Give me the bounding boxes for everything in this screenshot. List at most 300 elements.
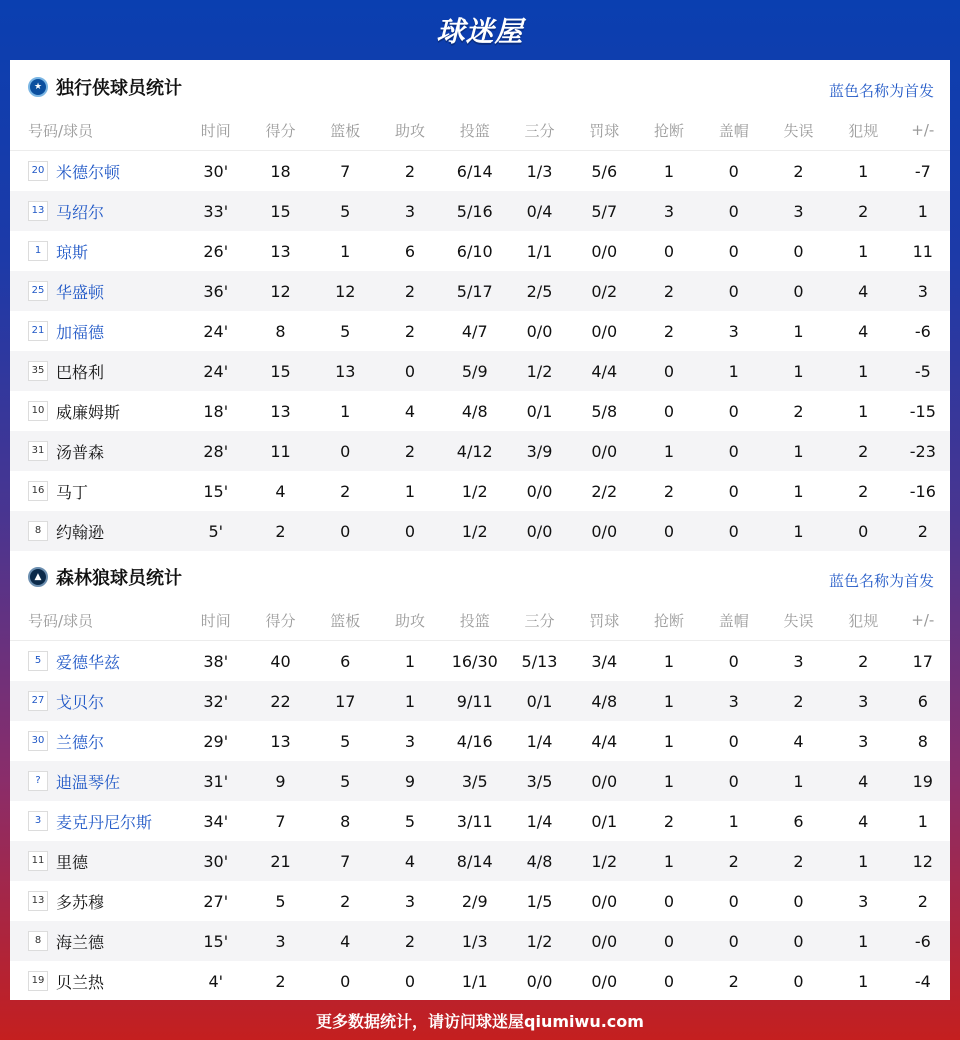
stat-cell: 1/4 <box>526 811 553 831</box>
stat-cell: 0 <box>701 921 766 961</box>
jersey-number-badge: 25 <box>28 281 48 301</box>
stat-cell: 7 <box>313 841 378 881</box>
player-cell[interactable] <box>10 351 183 391</box>
stat-cell: 2 <box>917 891 928 911</box>
stat-cell: 1 <box>637 431 702 471</box>
stat-cell: 0/0 <box>591 321 618 341</box>
stat-cell: 2 <box>378 431 443 471</box>
stat-cell: 2 <box>858 481 869 501</box>
column-header[interactable]: 犯规 <box>831 600 896 641</box>
stat-cell: 1 <box>831 351 896 391</box>
player-cell[interactable] <box>10 761 183 801</box>
table-row[interactable] <box>10 231 950 271</box>
stat-cell: 0/0 <box>526 481 553 501</box>
stat-cell: 3/11 <box>456 811 493 831</box>
stat-cell: 1 <box>793 481 804 501</box>
stat-cell: 1 <box>378 681 443 721</box>
player-cell[interactable] <box>10 841 183 881</box>
jersey-number-badge: 1 <box>28 241 48 261</box>
jersey-number-badge: 31 <box>28 441 48 461</box>
starter-legend-note: 蓝色名称为首发 <box>828 572 934 590</box>
stat-cell: 2 <box>663 321 675 341</box>
stat-cell: 5 <box>313 761 378 801</box>
stat-cell: 12 <box>896 841 950 881</box>
stat-cell: 0/0 <box>572 431 637 471</box>
stat-cell: 24' <box>203 321 229 341</box>
stat-cell: 9/11 <box>442 681 507 721</box>
stat-cell: 2 <box>663 811 675 831</box>
stat-cell: 0 <box>404 971 416 991</box>
table-row[interactable] <box>10 801 950 841</box>
player-name-link[interactable]: 兰德尔 <box>56 732 105 752</box>
column-header[interactable]: 篮板 <box>313 600 378 641</box>
stat-cell: 28' <box>183 431 248 471</box>
column-header[interactable]: 三分 <box>507 110 572 151</box>
stat-cell: 15 <box>248 191 313 231</box>
stat-cell: 3 <box>858 731 869 751</box>
stat-cell: 0 <box>701 511 766 551</box>
player-cell[interactable] <box>10 151 183 192</box>
stat-cell: 3 <box>378 191 443 231</box>
stat-cell: 1 <box>404 481 416 501</box>
stat-cell: 6/14 <box>456 161 493 181</box>
stat-cell: 7 <box>340 161 351 181</box>
stat-cell: 0/0 <box>572 761 637 801</box>
stat-cell: 1 <box>831 841 896 881</box>
stat-cell: 4 <box>313 921 378 961</box>
player-cell[interactable] <box>10 641 183 682</box>
column-header[interactable]: 助攻 <box>378 600 443 641</box>
stat-cell: 0 <box>637 511 702 551</box>
stat-cell: 1 <box>766 431 831 471</box>
stat-cell: 1/2 <box>507 921 572 961</box>
player-cell[interactable] <box>10 801 183 841</box>
stat-cell: 5 <box>313 191 378 231</box>
stat-cell: 3 <box>701 681 766 721</box>
player-cell[interactable] <box>10 881 183 921</box>
stat-cell: 4/8 <box>461 401 488 421</box>
jersey-number-badge: 8 <box>28 521 48 541</box>
player-cell[interactable] <box>10 431 183 471</box>
stat-cell: 1 <box>858 161 869 181</box>
column-header[interactable]: 失误 <box>766 600 831 641</box>
stat-cell: 1/5 <box>526 891 553 911</box>
player-name-link[interactable]: 威廉姆斯 <box>56 402 121 422</box>
jersey-number-badge: ? <box>28 771 48 791</box>
stat-cell: 0 <box>728 161 739 181</box>
stat-cell: 38' <box>203 651 229 671</box>
stat-cell: 8 <box>275 321 286 341</box>
player-cell[interactable] <box>10 191 183 231</box>
stat-cell: 0 <box>313 431 378 471</box>
stat-cell: 1 <box>663 731 675 751</box>
stat-cell: 19 <box>896 761 950 801</box>
stat-cell: 4/7 <box>461 321 488 341</box>
stat-cell: 5' <box>183 511 248 551</box>
stat-cell: 24' <box>183 351 248 391</box>
stat-cell: 1/2 <box>461 481 488 501</box>
column-header[interactable]: 投篮 <box>442 110 507 151</box>
stat-cell: 7 <box>275 811 286 831</box>
stat-cell: 0/0 <box>591 891 618 911</box>
stat-cell: 12 <box>313 271 378 311</box>
player-name-link[interactable]: 汤普森 <box>56 442 105 462</box>
stat-cell: 0 <box>340 971 351 991</box>
player-stats-table <box>10 110 950 551</box>
stat-cell: 9 <box>248 761 313 801</box>
table-row[interactable] <box>10 761 950 801</box>
jersey-number-badge: 10 <box>28 401 48 421</box>
table-row[interactable] <box>10 511 950 551</box>
stat-cell: -16 <box>909 481 936 501</box>
stat-cell: 4/8 <box>572 681 637 721</box>
table-row[interactable] <box>10 191 950 231</box>
stat-cell: 0 <box>766 921 831 961</box>
column-header[interactable]: 罚球 <box>572 600 637 641</box>
player-name-link[interactable]: 多苏穆 <box>56 892 105 912</box>
stat-cell: 3/4 <box>591 651 618 671</box>
stat-cell: 2 <box>663 481 675 501</box>
stat-cell: 1 <box>766 351 831 391</box>
stat-cell: 2/5 <box>507 271 572 311</box>
stat-cell: 9 <box>378 761 443 801</box>
section-header <box>10 60 950 110</box>
table-row[interactable] <box>10 641 950 682</box>
stat-cell: 2 <box>248 511 313 551</box>
stat-cell: 0/0 <box>591 241 618 261</box>
table-row[interactable] <box>10 151 950 192</box>
player-name-link[interactable]: 加福德 <box>56 322 105 342</box>
stat-cell: 11 <box>912 241 933 261</box>
stat-cell: 0 <box>663 241 675 261</box>
stat-cell: 4/4 <box>572 351 637 391</box>
column-header[interactable]: 助攻 <box>378 110 443 151</box>
stat-cell: 8/14 <box>442 841 507 881</box>
footer-text[interactable]: 更多数据统计，请访问球迷屋qiumiwu.com <box>316 1011 644 1031</box>
player-name-link[interactable]: 迪温琴佐 <box>56 772 121 792</box>
stat-cell: 2/2 <box>591 481 618 501</box>
jersey-number-badge: 16 <box>28 481 48 501</box>
column-header[interactable]: 犯规 <box>831 110 896 151</box>
stat-cell: 4 <box>831 271 896 311</box>
mavericks-logo-icon: ★ <box>28 77 48 97</box>
stat-cell: 11 <box>248 431 313 471</box>
stat-cell: 0 <box>793 241 804 261</box>
column-header[interactable]: 失误 <box>766 110 831 151</box>
stat-cell: 2 <box>896 511 950 551</box>
stat-cell: 16/30 <box>451 651 498 671</box>
stat-cell: 1/3 <box>442 921 507 961</box>
stat-cell: 0 <box>728 481 739 501</box>
stat-cell: 2 <box>404 161 416 181</box>
stat-cell: 0 <box>663 401 675 421</box>
table-row[interactable] <box>10 881 950 921</box>
stat-cell: 18' <box>203 401 229 421</box>
stat-cell: -15 <box>909 401 936 421</box>
stat-cell: 6/10 <box>456 241 493 261</box>
column-header[interactable]: 时间 <box>183 110 248 151</box>
section-title: 森林狼球员统计 <box>56 568 182 589</box>
footer-banner[interactable] <box>0 1000 960 1040</box>
jersey-number-badge: 35 <box>28 361 48 381</box>
stat-cell: 8 <box>340 811 351 831</box>
stat-cell: 2 <box>340 481 351 501</box>
player-name-link[interactable]: 海兰德 <box>56 932 105 952</box>
stat-cell: 4/8 <box>507 841 572 881</box>
player-cell[interactable] <box>10 471 183 511</box>
stat-cell: -6 <box>914 321 931 341</box>
player-cell[interactable] <box>10 311 183 351</box>
stat-cell: 6 <box>793 811 804 831</box>
stat-cell: 1 <box>766 761 831 801</box>
jersey-number-badge: 13 <box>28 891 48 911</box>
stat-cell: 36' <box>183 271 248 311</box>
stats-card <box>10 60 950 1000</box>
stat-cell: 5 <box>340 321 351 341</box>
stat-cell: 3/9 <box>507 431 572 471</box>
stat-cell: 4 <box>378 841 443 881</box>
player-cell[interactable] <box>10 511 183 551</box>
stat-cell: 4' <box>208 971 224 991</box>
column-header[interactable]: 得分 <box>248 600 313 641</box>
column-header[interactable]: 号码/球员 <box>10 600 183 641</box>
table-row[interactable] <box>10 311 950 351</box>
stat-cell: 32' <box>183 681 248 721</box>
player-name-link[interactable]: 戈贝尔 <box>56 692 105 712</box>
table-row[interactable] <box>10 351 950 391</box>
stat-cell: 2 <box>831 431 896 471</box>
stat-cell: 4/16 <box>456 731 493 751</box>
stat-cell: 1 <box>793 321 804 341</box>
player-name-link[interactable]: 麦克丹尼尔斯 <box>56 812 153 832</box>
stat-cell: 1/2 <box>572 841 637 881</box>
stat-cell: 0 <box>728 651 739 671</box>
player-name-link[interactable]: 贝兰热 <box>56 972 105 992</box>
player-name-link[interactable]: 巴格利 <box>56 362 105 382</box>
stat-cell: 1 <box>404 651 416 671</box>
player-name-link[interactable]: 华盛顿 <box>56 282 105 302</box>
stat-cell: 0 <box>637 351 702 391</box>
stat-cell: 3 <box>728 321 739 341</box>
player-cell[interactable] <box>10 231 183 271</box>
stat-cell: 13 <box>270 401 291 421</box>
jersey-number-badge: 30 <box>28 731 48 751</box>
timberwolves-logo-icon: ▲ <box>28 567 48 587</box>
table-row[interactable] <box>10 681 950 721</box>
stat-cell: 6 <box>340 651 351 671</box>
stat-cell: 1 <box>637 761 702 801</box>
stat-cell: 27' <box>203 891 229 911</box>
stat-cell: 1/2 <box>507 351 572 391</box>
stat-cell: -23 <box>896 431 950 471</box>
stat-cell: 13 <box>313 351 378 391</box>
stat-cell: 22 <box>248 681 313 721</box>
stat-cell: 2/9 <box>461 891 488 911</box>
stat-cell: 4 <box>275 481 286 501</box>
player-name-link[interactable]: 爱德华兹 <box>56 652 121 672</box>
column-header[interactable]: 抢断 <box>637 110 702 151</box>
stat-cell: 15' <box>183 921 248 961</box>
app-header <box>0 0 960 60</box>
stat-cell: 5/6 <box>591 161 618 181</box>
stat-cell: 1/4 <box>526 731 553 751</box>
stat-cell: 0 <box>701 271 766 311</box>
stat-cell: 1 <box>637 841 702 881</box>
table-row[interactable] <box>10 841 950 881</box>
stat-cell: 0 <box>728 731 739 751</box>
stat-cell: 5 <box>404 811 416 831</box>
jersey-number-badge: 20 <box>28 161 48 181</box>
stat-cell: 0 <box>766 271 831 311</box>
column-header[interactable]: 盖帽 <box>701 110 766 151</box>
stat-cell: 2 <box>728 971 739 991</box>
site-logo[interactable]: 球迷屋 <box>436 15 524 48</box>
player-name-link[interactable]: 里德 <box>56 852 89 872</box>
player-cell[interactable] <box>10 681 183 721</box>
stat-cell: 0 <box>701 431 766 471</box>
stat-cell: 0/1 <box>591 811 618 831</box>
stat-cell: 0 <box>313 511 378 551</box>
stat-cell: 2 <box>378 921 443 961</box>
stat-cell: 1 <box>858 401 869 421</box>
stat-cell: 15 <box>248 351 313 391</box>
column-header[interactable]: 时间 <box>183 600 248 641</box>
stat-cell: 5 <box>340 731 351 751</box>
stat-cell: 40 <box>270 651 291 671</box>
player-name-link[interactable]: 约翰逊 <box>56 522 105 542</box>
stat-cell: 4 <box>404 401 416 421</box>
stat-cell: 0/0 <box>572 921 637 961</box>
stat-cell: 0/0 <box>572 511 637 551</box>
player-cell[interactable] <box>10 961 183 1001</box>
column-header[interactable]: 投篮 <box>442 600 507 641</box>
stat-cell: 0 <box>728 891 739 911</box>
stat-cell: 2 <box>378 271 443 311</box>
stat-cell: 0/1 <box>507 681 572 721</box>
table-row[interactable] <box>10 921 950 961</box>
stat-cell: 33' <box>183 191 248 231</box>
column-header[interactable]: +/- <box>896 110 950 151</box>
player-cell[interactable] <box>10 391 183 431</box>
column-header[interactable]: 三分 <box>507 600 572 641</box>
stat-cell: 0 <box>663 891 675 911</box>
stat-cell: 2 <box>637 271 702 311</box>
player-name-link[interactable]: 米德尔顿 <box>56 162 121 182</box>
jersey-number-badge: 11 <box>28 851 48 871</box>
player-name-link[interactable]: 琼斯 <box>56 242 89 262</box>
column-header[interactable]: 得分 <box>248 110 313 151</box>
stat-cell: 1 <box>663 161 675 181</box>
column-header[interactable]: 盖帽 <box>701 600 766 641</box>
stat-cell: 30' <box>203 161 229 181</box>
table-header-row <box>10 110 950 151</box>
stat-cell: 0/0 <box>526 321 553 341</box>
stat-cell: 1/1 <box>461 971 488 991</box>
stat-cell: 5/17 <box>442 271 507 311</box>
stat-cell: 2 <box>793 401 804 421</box>
jersey-number-badge: 13 <box>28 201 48 221</box>
table-row[interactable] <box>10 961 950 1001</box>
column-header[interactable]: 号码/球员 <box>10 110 183 151</box>
stat-cell: 0/0 <box>591 971 618 991</box>
table-row[interactable] <box>10 721 950 761</box>
stat-cell: 18 <box>270 161 291 181</box>
stat-cell: 34' <box>203 811 229 831</box>
jersey-number-badge: 5 <box>28 651 48 671</box>
table-row[interactable] <box>10 391 950 431</box>
player-name-link[interactable]: 马丁 <box>56 482 89 502</box>
player-name-link[interactable]: 马绍尔 <box>56 202 105 222</box>
stat-cell: 1 <box>896 191 950 231</box>
stat-cell: 2 <box>404 321 416 341</box>
stat-cell: 2 <box>831 191 896 231</box>
stat-cell: 1 <box>701 351 766 391</box>
starter-legend-note: 蓝色名称为首发 <box>828 82 934 100</box>
stat-cell: 21 <box>248 841 313 881</box>
player-cell[interactable] <box>10 921 183 961</box>
stat-cell: 1 <box>663 651 675 671</box>
stat-cell: 4 <box>858 811 869 831</box>
stat-cell: 0 <box>378 351 443 391</box>
stat-cell: 1 <box>766 511 831 551</box>
column-header[interactable]: 抢断 <box>637 600 702 641</box>
stat-cell: 4 <box>793 731 804 751</box>
stat-cell: 1/3 <box>526 161 553 181</box>
stat-cell: 4 <box>831 761 896 801</box>
stat-cell: -6 <box>896 921 950 961</box>
stat-cell: 3 <box>858 891 869 911</box>
player-cell[interactable] <box>10 271 183 311</box>
stat-cell: 1 <box>340 401 351 421</box>
stat-cell: -4 <box>914 971 931 991</box>
table-row[interactable] <box>10 471 950 511</box>
player-cell[interactable] <box>10 721 183 761</box>
stat-cell: 0 <box>701 761 766 801</box>
stat-cell: 4/4 <box>591 731 618 751</box>
stat-cell: 13 <box>270 241 291 261</box>
stat-cell: 4/12 <box>442 431 507 471</box>
stat-cell: 31' <box>183 761 248 801</box>
stat-cell: 0 <box>793 971 804 991</box>
stat-cell: 17 <box>313 681 378 721</box>
stat-cell: 13 <box>270 731 291 751</box>
column-header[interactable]: 罚球 <box>572 110 637 151</box>
stat-cell: 2 <box>701 841 766 881</box>
stat-cell: 1/1 <box>526 241 553 261</box>
stat-cell: 5/9 <box>442 351 507 391</box>
jersey-number-badge: 8 <box>28 931 48 951</box>
column-header[interactable]: 篮板 <box>313 110 378 151</box>
stat-cell: 6 <box>404 241 416 261</box>
jersey-number-badge: 27 <box>28 691 48 711</box>
table-row[interactable] <box>10 431 950 471</box>
table-row[interactable] <box>10 271 950 311</box>
stat-cell: 3/5 <box>507 761 572 801</box>
stat-cell: 0/0 <box>526 971 553 991</box>
stat-cell: 2 <box>793 161 804 181</box>
stat-cell: 1/2 <box>442 511 507 551</box>
stat-cell: 4 <box>858 321 869 341</box>
stat-cell: 26' <box>203 241 229 261</box>
stat-cell: 1 <box>858 241 869 261</box>
stat-cell: 3 <box>793 651 804 671</box>
stat-cell: 29' <box>203 731 229 751</box>
stat-cell: 3/5 <box>442 761 507 801</box>
stat-cell: 0 <box>378 511 443 551</box>
player-stats-table <box>10 600 950 1001</box>
stat-cell: 0 <box>663 971 675 991</box>
column-header[interactable]: +/- <box>896 600 950 641</box>
